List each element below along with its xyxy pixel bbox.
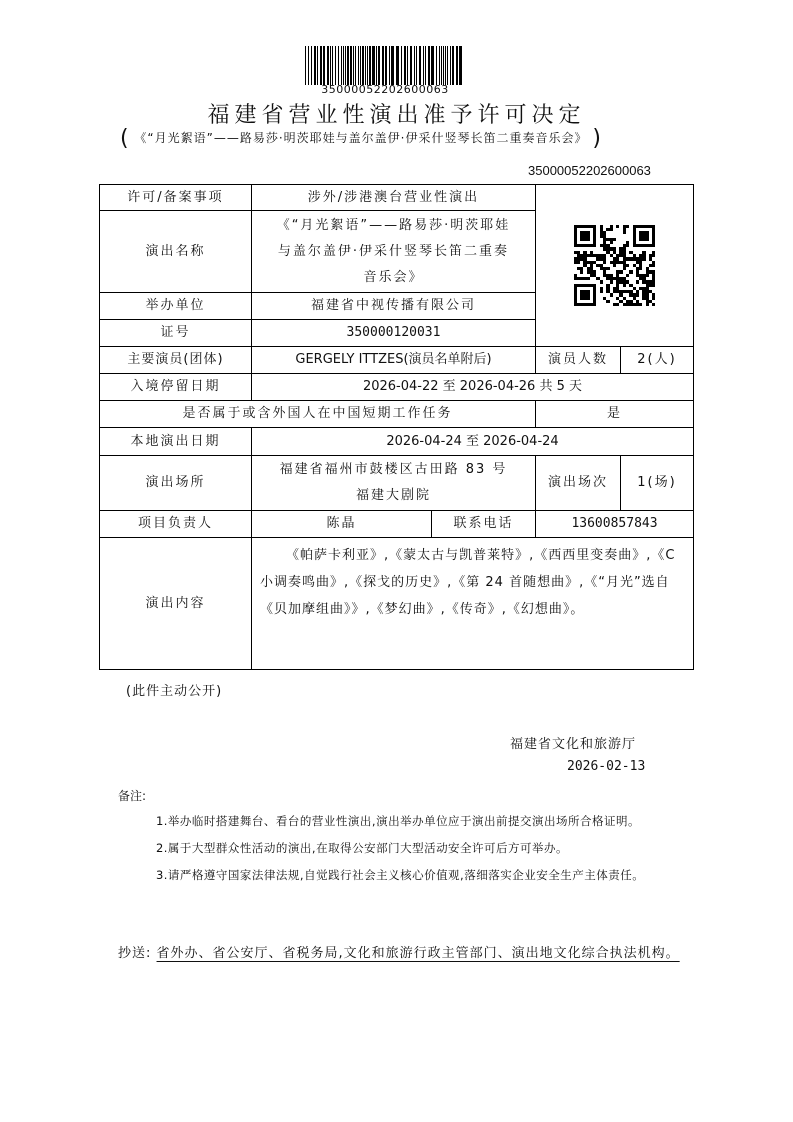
barcode-bar [410, 46, 412, 85]
content-value: 《帕萨卡利亚》,《蒙太古与凯普莱特》,《西西里变奏曲》,《C 小调奏鸣曲》,《探戈的历史》,《第 24 首随想曲》,《“月光”选自《贝加摩组曲》》,《梦幻曲》,《传奇》,《幻想曲》。 [260, 548, 676, 617]
issue-date: 2026-02-13 [567, 759, 646, 774]
barcode-bar [443, 46, 444, 85]
public-note: (此件主动公开) [126, 684, 223, 699]
barcode-bar [376, 46, 377, 85]
barcode-number: 35000052202600063 [321, 83, 449, 96]
main-performer-label: 主要演员(团体) [99, 346, 252, 374]
barcode-bar [314, 46, 316, 85]
barcode-bar [385, 46, 387, 85]
barcode-bar [419, 46, 421, 85]
barcode-bar [347, 46, 349, 85]
foreign-work-value: 是 [535, 400, 694, 428]
carbon-copy [118, 941, 693, 966]
venue-name: 福建大剧院 [355, 488, 431, 503]
barcode-bar [358, 46, 359, 85]
organizer-label: 举办单位 [99, 292, 252, 320]
foreign-work-label: 是否属于或含外国人在中国短期工作任务 [99, 400, 536, 428]
barcode-bar [389, 46, 390, 85]
content-cell [251, 537, 694, 670]
barcode-bar [372, 46, 375, 85]
barcode-bar [341, 46, 342, 85]
note-item: 1.举办临时搭建舞台、看台的营业性演出,演出举办单位应于演出前提交演出场所合格证明。 [155, 814, 641, 828]
performer-count-value: 2(人) [620, 346, 694, 374]
barcode-bar [423, 46, 424, 85]
organizer-value: 福建省中视传播有限公司 [251, 292, 536, 320]
barcode-bar [353, 46, 354, 85]
local-dates-label: 本地演出日期 [99, 427, 252, 456]
subtitle-text: 《“月光絮语”——路易莎·明茨耶娃与盖尔盖伊·伊采什竖琴长笛二重奏音乐会》 [134, 131, 588, 145]
show-name-value: 《“月光絮语”——路易莎·明茨耶娃与盖尔盖伊·伊采什竖琴长笛二重奏音乐会》 [251, 210, 536, 293]
barcode-bar [445, 46, 446, 85]
content-label: 演出内容 [99, 537, 252, 670]
barcode-bar [327, 46, 329, 85]
barcode-bar [447, 46, 448, 85]
qr-code-icon [574, 225, 656, 307]
qr-module [652, 303, 655, 306]
barcode-bar [428, 46, 430, 85]
license-label: 证号 [99, 319, 252, 347]
barcode-bar [404, 46, 406, 85]
qr-code-cell [535, 184, 694, 347]
stay-period-label: 入境停留日期 [99, 373, 252, 401]
barcode-bar [431, 46, 434, 85]
venue-value [251, 455, 536, 511]
barcode-bar [452, 46, 454, 85]
barcode-bar [360, 46, 361, 85]
manager-label: 项目负责人 [99, 510, 252, 538]
barcode-bar [369, 46, 371, 85]
performer-count-label: 演员人数 [535, 346, 621, 374]
barcode-bar [365, 46, 366, 85]
cc-label: 抄送: [118, 946, 152, 961]
permit-item-label: 许可/备案事项 [99, 184, 252, 211]
barcode-bar [396, 46, 399, 85]
sessions-label: 演出场次 [535, 455, 621, 511]
barcode-bar [382, 46, 384, 85]
barcode-bar [311, 46, 312, 85]
cc-value: 省外办、省公安厅、省税务局,文化和旅游行政主管部门、演出地文化综合执法机构。 [156, 946, 680, 961]
barcode-bar [362, 46, 364, 85]
barcode-bar [401, 46, 402, 85]
note-item: 2.属于大型群众性活动的演出,在取得公安部门大型活动安全许可后方可举办。 [155, 841, 569, 855]
local-dates-value: 2026-04-24 至 2026-04-24 [251, 427, 694, 456]
barcode-bar [330, 46, 331, 85]
stay-period-value: 2026-04-22 至 2026-04-26 共 5 天 [251, 373, 694, 401]
barcode-bar [391, 46, 394, 85]
barcode-bar [332, 46, 333, 85]
barcode-bar [317, 46, 318, 85]
barcode-bar [323, 46, 325, 85]
subtitle-close-paren: ) [592, 126, 602, 151]
barcode-bar [345, 46, 346, 85]
venue-address: 福建省福州市鼓楼区古田路 83 号 [279, 462, 508, 477]
barcode-bar [355, 46, 356, 85]
barcode-bar [343, 46, 344, 85]
barcode-icon [305, 46, 465, 85]
barcode-bar [441, 46, 442, 85]
barcode-bar [367, 46, 368, 85]
notes-label: 备注: [118, 789, 147, 803]
show-subtitle [120, 126, 602, 151]
subtitle-open-paren: ( [120, 126, 130, 151]
phone-value: 13600857843 [535, 510, 694, 538]
barcode-bar [308, 46, 309, 85]
barcode-bar [305, 46, 306, 85]
notes-list [118, 808, 678, 889]
issuer-name: 福建省文化和旅游厅 [510, 737, 637, 752]
barcode-bar [335, 46, 336, 85]
barcode-bar [456, 46, 458, 85]
barcode-bar [338, 46, 339, 85]
main-performer-value: GERGELY ITTZES(演员名单附后) [251, 346, 536, 374]
barcode-bar [407, 46, 408, 85]
permit-item-value: 涉外/涉港澳台营业性演出 [251, 184, 536, 211]
permit-table [99, 184, 694, 670]
barcode-bar [350, 46, 352, 85]
page-title: 福建省营业性演出准予许可决定 [207, 103, 586, 128]
sessions-value: 1(场) [620, 455, 694, 511]
phone-label: 联系电话 [431, 510, 536, 538]
manager-value: 陈晶 [251, 510, 432, 538]
show-name-label: 演出名称 [99, 210, 252, 293]
barcode-bar [436, 46, 437, 85]
barcode-bar [439, 46, 440, 85]
barcode-bar [450, 46, 451, 85]
venue-label: 演出场所 [99, 455, 252, 511]
barcode-bar [414, 46, 415, 85]
note-item: 3.请严格遵守国家法律法规,自觉践行社会主义核心价值观,落细落实企业安全生产主体责任。 [155, 868, 645, 882]
barcode-bar [320, 46, 322, 85]
license-value: 350000120031 [251, 319, 536, 347]
document-number: 35000052202600063 [528, 163, 651, 178]
barcode-bar [378, 46, 380, 85]
barcode-bar [425, 46, 426, 85]
barcode-bar [416, 46, 417, 85]
barcode-bar [459, 46, 462, 85]
